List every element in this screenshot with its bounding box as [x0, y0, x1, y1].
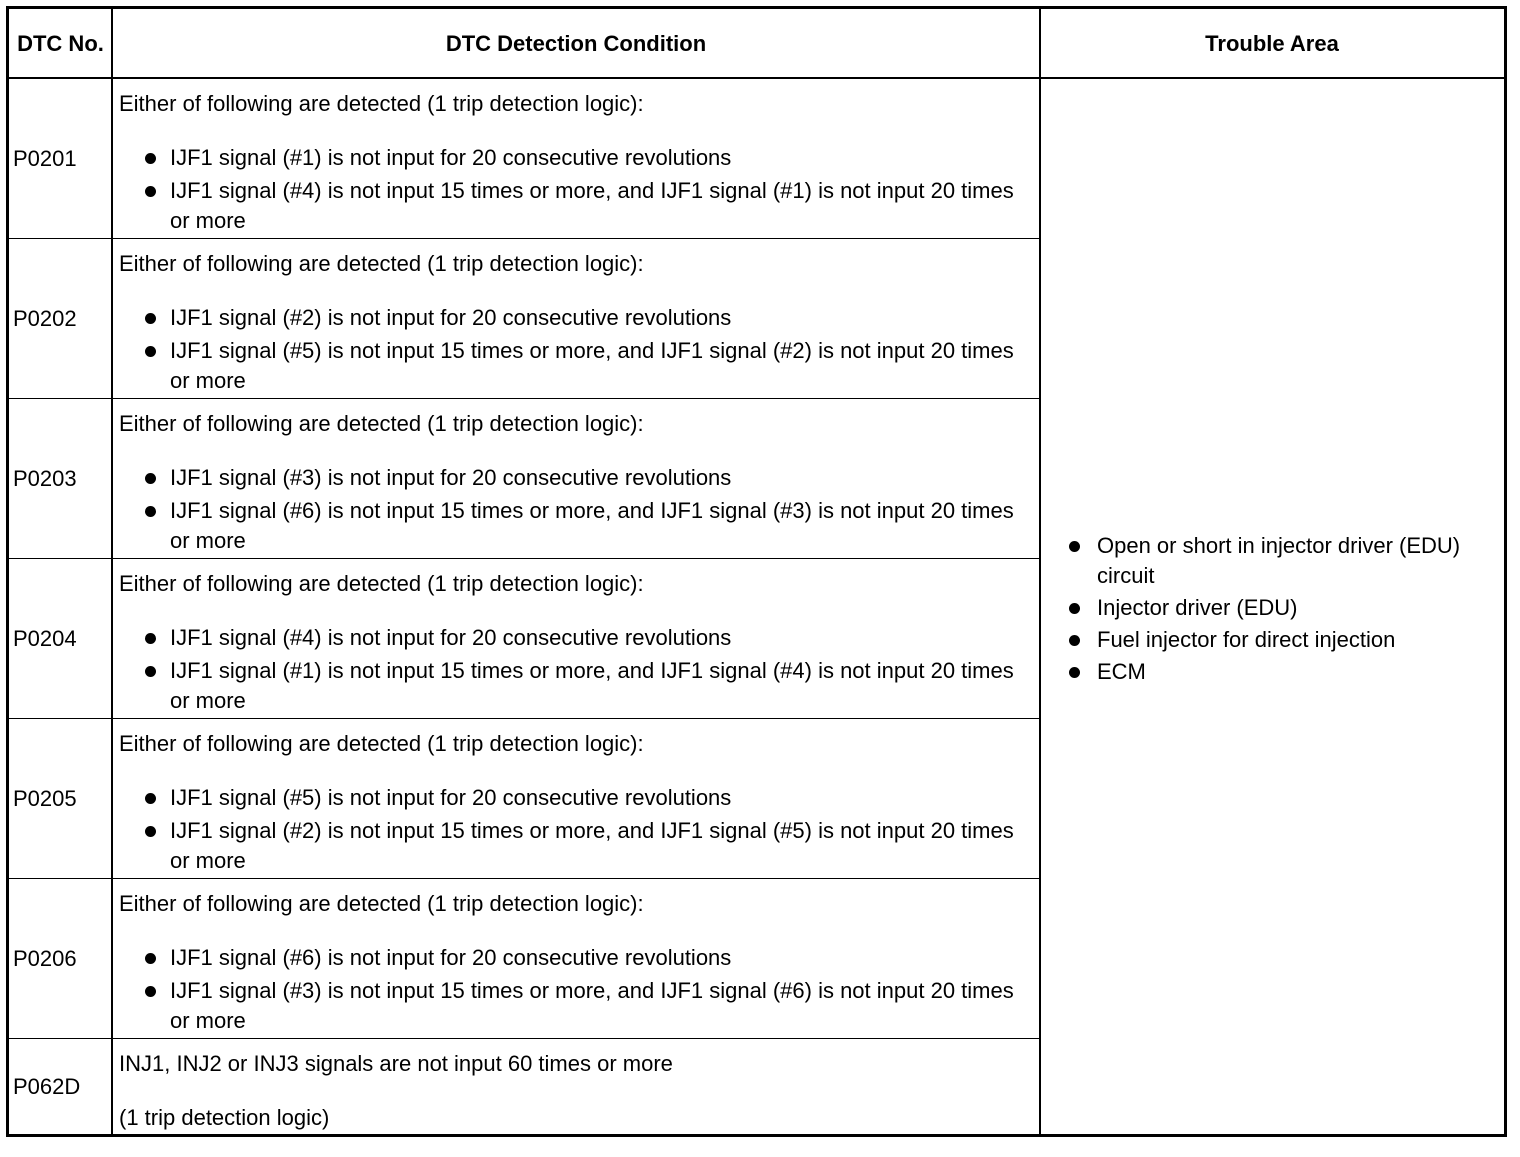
- trouble-area-item: [1044, 625, 1484, 655]
- bullet-text: IJF1 signal (#5) is not input 15 times or more, and IJF1 signal (#2) is not input 20 times or more: [170, 338, 1014, 393]
- bullet-icon: [1069, 667, 1080, 678]
- table-row: [9, 239, 1040, 399]
- bullet-text: IJF1 signal (#5) is not input for 20 consecutive revolutions: [170, 785, 732, 810]
- condition-bullet: [119, 463, 1029, 493]
- condition-note: (1 trip detection logic): [119, 1105, 330, 1130]
- trouble-area-list: [1044, 531, 1484, 689]
- bullet-text: IJF1 signal (#1) is not input 15 times or more, and IJF1 signal (#4) is not input 20 times or more: [170, 658, 1014, 713]
- condition-intro: Either of following are detected (1 trip detection logic):: [119, 571, 644, 596]
- detection-condition: [119, 729, 1029, 879]
- bullet-text: IJF1 signal (#4) is not input 15 times or more, and IJF1 signal (#1) is not input 20 times or more: [170, 178, 1014, 233]
- dtc-code: P0205: [13, 785, 77, 811]
- bullet-icon: [145, 506, 156, 517]
- bullet-icon: [145, 473, 156, 484]
- condition-intro: Either of following are detected (1 trip detection logic):: [119, 251, 644, 276]
- bullet-text: IJF1 signal (#6) is not input for 20 consecutive revolutions: [170, 945, 732, 970]
- trouble-area-text: Fuel injector for direct injection: [1097, 627, 1396, 652]
- bullet-icon: [145, 346, 156, 357]
- trouble-area-item: [1044, 593, 1484, 623]
- bullet-icon: [145, 986, 156, 997]
- trouble-area-text: Open or short in injector driver (EDU) circuit: [1097, 533, 1461, 588]
- bullet-icon: [145, 793, 156, 804]
- condition-intro: Either of following are detected (1 trip detection logic):: [119, 411, 644, 436]
- bullet-icon: [1069, 603, 1080, 614]
- bullet-text: IJF1 signal (#2) is not input 15 times or more, and IJF1 signal (#5) is not input 20 times or more: [170, 818, 1014, 873]
- dtc-code: P0204: [13, 625, 77, 651]
- bullet-text: IJF1 signal (#3) is not input 15 times or more, and IJF1 signal (#6) is not input 20 times or more: [170, 978, 1014, 1033]
- dtc-code: P0203: [13, 465, 77, 491]
- header-dtc-no: DTC No.: [9, 9, 112, 79]
- dtc-code: P0201: [13, 145, 77, 171]
- trouble-area-item: [1044, 531, 1484, 591]
- dtc-code: P0206: [13, 945, 77, 971]
- dtc-table: [6, 6, 1507, 1137]
- condition-bullet: [119, 176, 1029, 236]
- bullet-icon: [145, 153, 156, 164]
- condition-bullet: [119, 943, 1029, 973]
- condition-bullet: [119, 143, 1029, 173]
- detection-condition: [119, 569, 1029, 719]
- condition-bullet: [119, 656, 1029, 716]
- table-row: [9, 79, 1040, 239]
- bullet-text: IJF1 signal (#1) is not input for 20 consecutive revolutions: [170, 145, 732, 170]
- table-row: [9, 1039, 1040, 1134]
- bullet-icon: [145, 953, 156, 964]
- detection-condition: [119, 249, 1029, 399]
- bullet-icon: [1069, 541, 1080, 552]
- condition-bullet: [119, 303, 1029, 333]
- condition-bullet: [119, 976, 1029, 1036]
- table-row: [9, 559, 1040, 719]
- dtc-code: P0202: [13, 305, 77, 331]
- table-row: [9, 399, 1040, 559]
- bullet-text: IJF1 signal (#4) is not input for 20 consecutive revolutions: [170, 625, 732, 650]
- dtc-code: P062D: [13, 1073, 81, 1099]
- condition-intro: Either of following are detected (1 trip detection logic):: [119, 731, 644, 756]
- bullet-text: IJF1 signal (#3) is not input for 20 consecutive revolutions: [170, 465, 732, 490]
- condition-bullet: [119, 623, 1029, 653]
- header-detection-condition: DTC Detection Condition: [112, 9, 1040, 79]
- trouble-area-text: ECM: [1097, 659, 1146, 684]
- condition-bullet: [119, 816, 1029, 876]
- table-row: [9, 879, 1040, 1039]
- trouble-area-item: [1044, 657, 1484, 687]
- bullet-icon: [145, 633, 156, 644]
- bullet-icon: [145, 313, 156, 324]
- bullet-icon: [145, 666, 156, 677]
- bullet-text: IJF1 signal (#2) is not input for 20 consecutive revolutions: [170, 305, 732, 330]
- bullet-icon: [145, 186, 156, 197]
- detection-condition: [119, 889, 1029, 1039]
- condition-intro: INJ1, INJ2 or INJ3 signals are not input 60 times or more: [119, 1051, 673, 1076]
- condition-intro: Either of following are detected (1 trip detection logic):: [119, 891, 644, 916]
- detection-condition: [119, 89, 1029, 239]
- condition-bullet: [119, 783, 1029, 813]
- detection-condition: [119, 409, 1029, 559]
- trouble-area-text: Injector driver (EDU): [1097, 595, 1298, 620]
- detection-condition: [119, 1049, 1029, 1157]
- bullet-icon: [145, 826, 156, 837]
- bullet-icon: [1069, 635, 1080, 646]
- bullet-text: IJF1 signal (#6) is not input 15 times or more, and IJF1 signal (#3) is not input 20 times or more: [170, 498, 1014, 553]
- table-row: [9, 719, 1040, 879]
- condition-bullet: [119, 496, 1029, 556]
- condition-intro: Either of following are detected (1 trip detection logic):: [119, 91, 644, 116]
- header-trouble-area: Trouble Area: [1040, 9, 1504, 79]
- condition-bullet: [119, 336, 1029, 396]
